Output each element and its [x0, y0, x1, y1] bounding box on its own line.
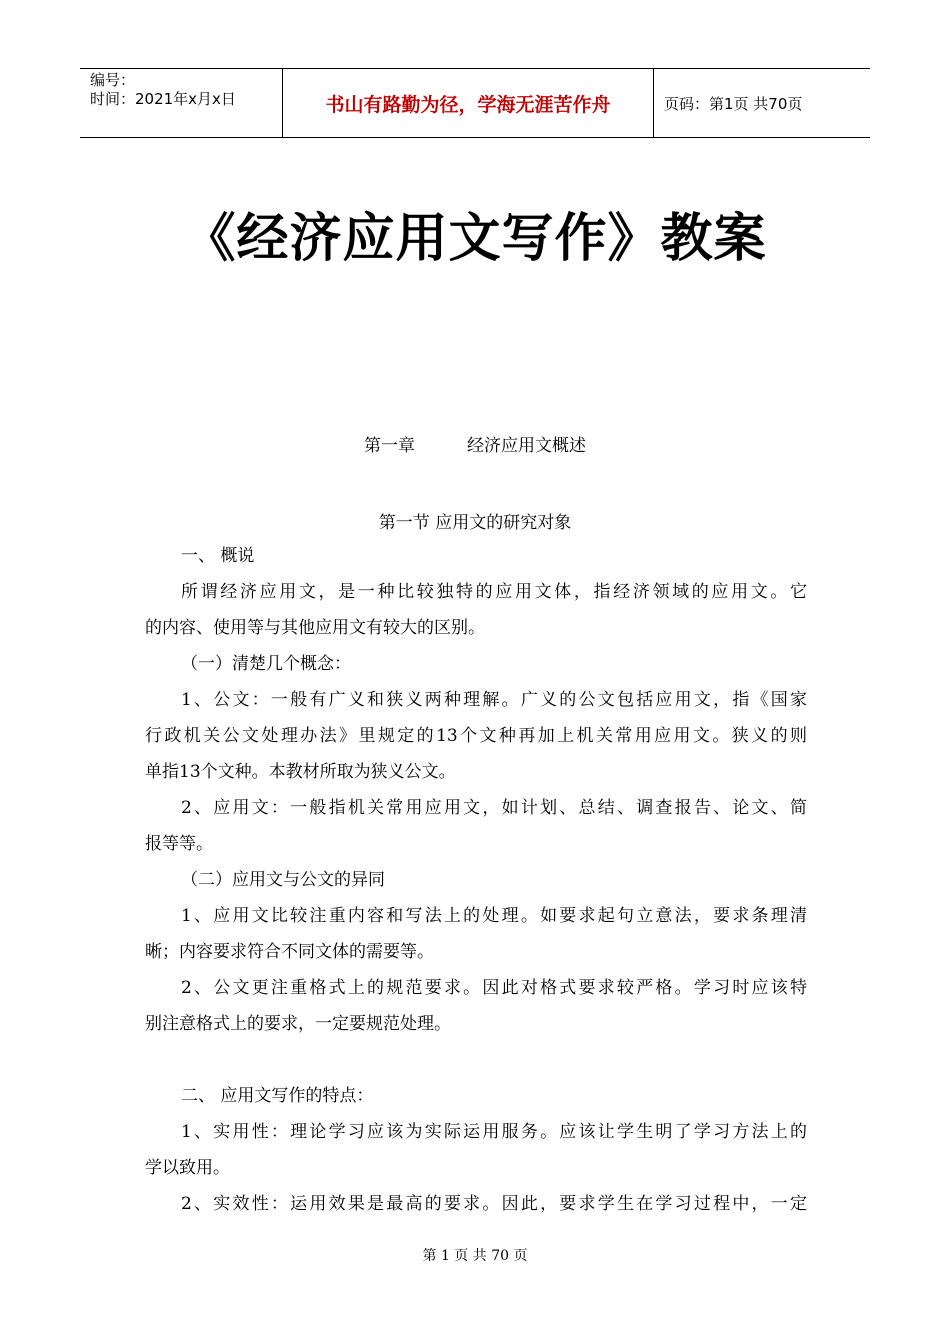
paragraph-line: 报等等。 — [145, 834, 213, 854]
header-page-label: 页码：第1页 共70页 — [664, 94, 803, 113]
paragraph-line: 2、公文更注重格式上的规范要求。因此对格式要求较严格。学习时应该特 — [181, 978, 807, 998]
paragraph-line: 1、公文：一般有广义和狭义两种理解。广义的公文包括应用文，指《国家 — [181, 690, 807, 710]
subheading-concepts: （一）清楚几个概念： — [181, 654, 351, 674]
header-number-label: 编号： — [90, 71, 136, 89]
paragraph-line: 晰；内容要求符合不同文体的需要等。 — [145, 942, 434, 962]
section-heading: 第一节 应用文的研究对象 — [378, 513, 572, 533]
subheading-differences: （二）应用文与公文的异同 — [181, 870, 385, 890]
paragraph-line: 所谓经济应用文，是一种比较独特的应用文体，指经济领域的应用文。它 — [181, 582, 807, 602]
header-motto: 书山有路勤为径，学海无涯苦作舟 — [282, 69, 654, 137]
paragraph-line: 别注意格式上的要求，一定要规范处理。 — [145, 1014, 451, 1034]
document-title: 《经济应用文写作》教案 — [183, 209, 767, 269]
chapter-number: 第一章 — [364, 436, 415, 456]
paragraph-line: 的内容、使用等与其他应用文有较大的区别。 — [145, 618, 485, 638]
paragraph-line: 学以致用。 — [145, 1158, 230, 1178]
paragraph-line: 2、实效性：运用效果是最高的要求。因此，要求学生在学习过程中，一定 — [181, 1194, 807, 1214]
blank-line — [145, 1042, 807, 1078]
page-footer: 第 1 页 共 70 页 — [422, 1248, 528, 1264]
header-time-label: 时间：2021年x月x日 — [90, 90, 236, 108]
paragraph-line: 1、应用文比较注重内容和写法上的处理。如要求起句立意法，要求条理清 — [181, 906, 807, 926]
paragraph-line: 单指13个文种。本教材所取为狭义公文。 — [145, 762, 456, 782]
paragraph-line: 1、实用性：理论学习应该为实际运用服务。应该让学生明了学习方法上的 — [181, 1122, 807, 1142]
chapter-heading — [0, 431, 950, 456]
chapter-name: 经济应用文概述 — [467, 436, 586, 456]
header-meta — [80, 69, 282, 137]
paragraph-line: 行政机关公文处理办法》里规定的13个文种再加上机关常用应用文。狭义的则 — [145, 726, 807, 746]
document-header — [80, 68, 870, 138]
paragraph-line: 2、应用文：一般指机关常用应用文，如计划、总结、调查报告、论文、简 — [181, 798, 807, 818]
body-text — [145, 538, 807, 1222]
heading-overview: 一、 概说 — [181, 546, 255, 566]
heading-features: 二、 应用文写作的特点： — [181, 1086, 374, 1106]
